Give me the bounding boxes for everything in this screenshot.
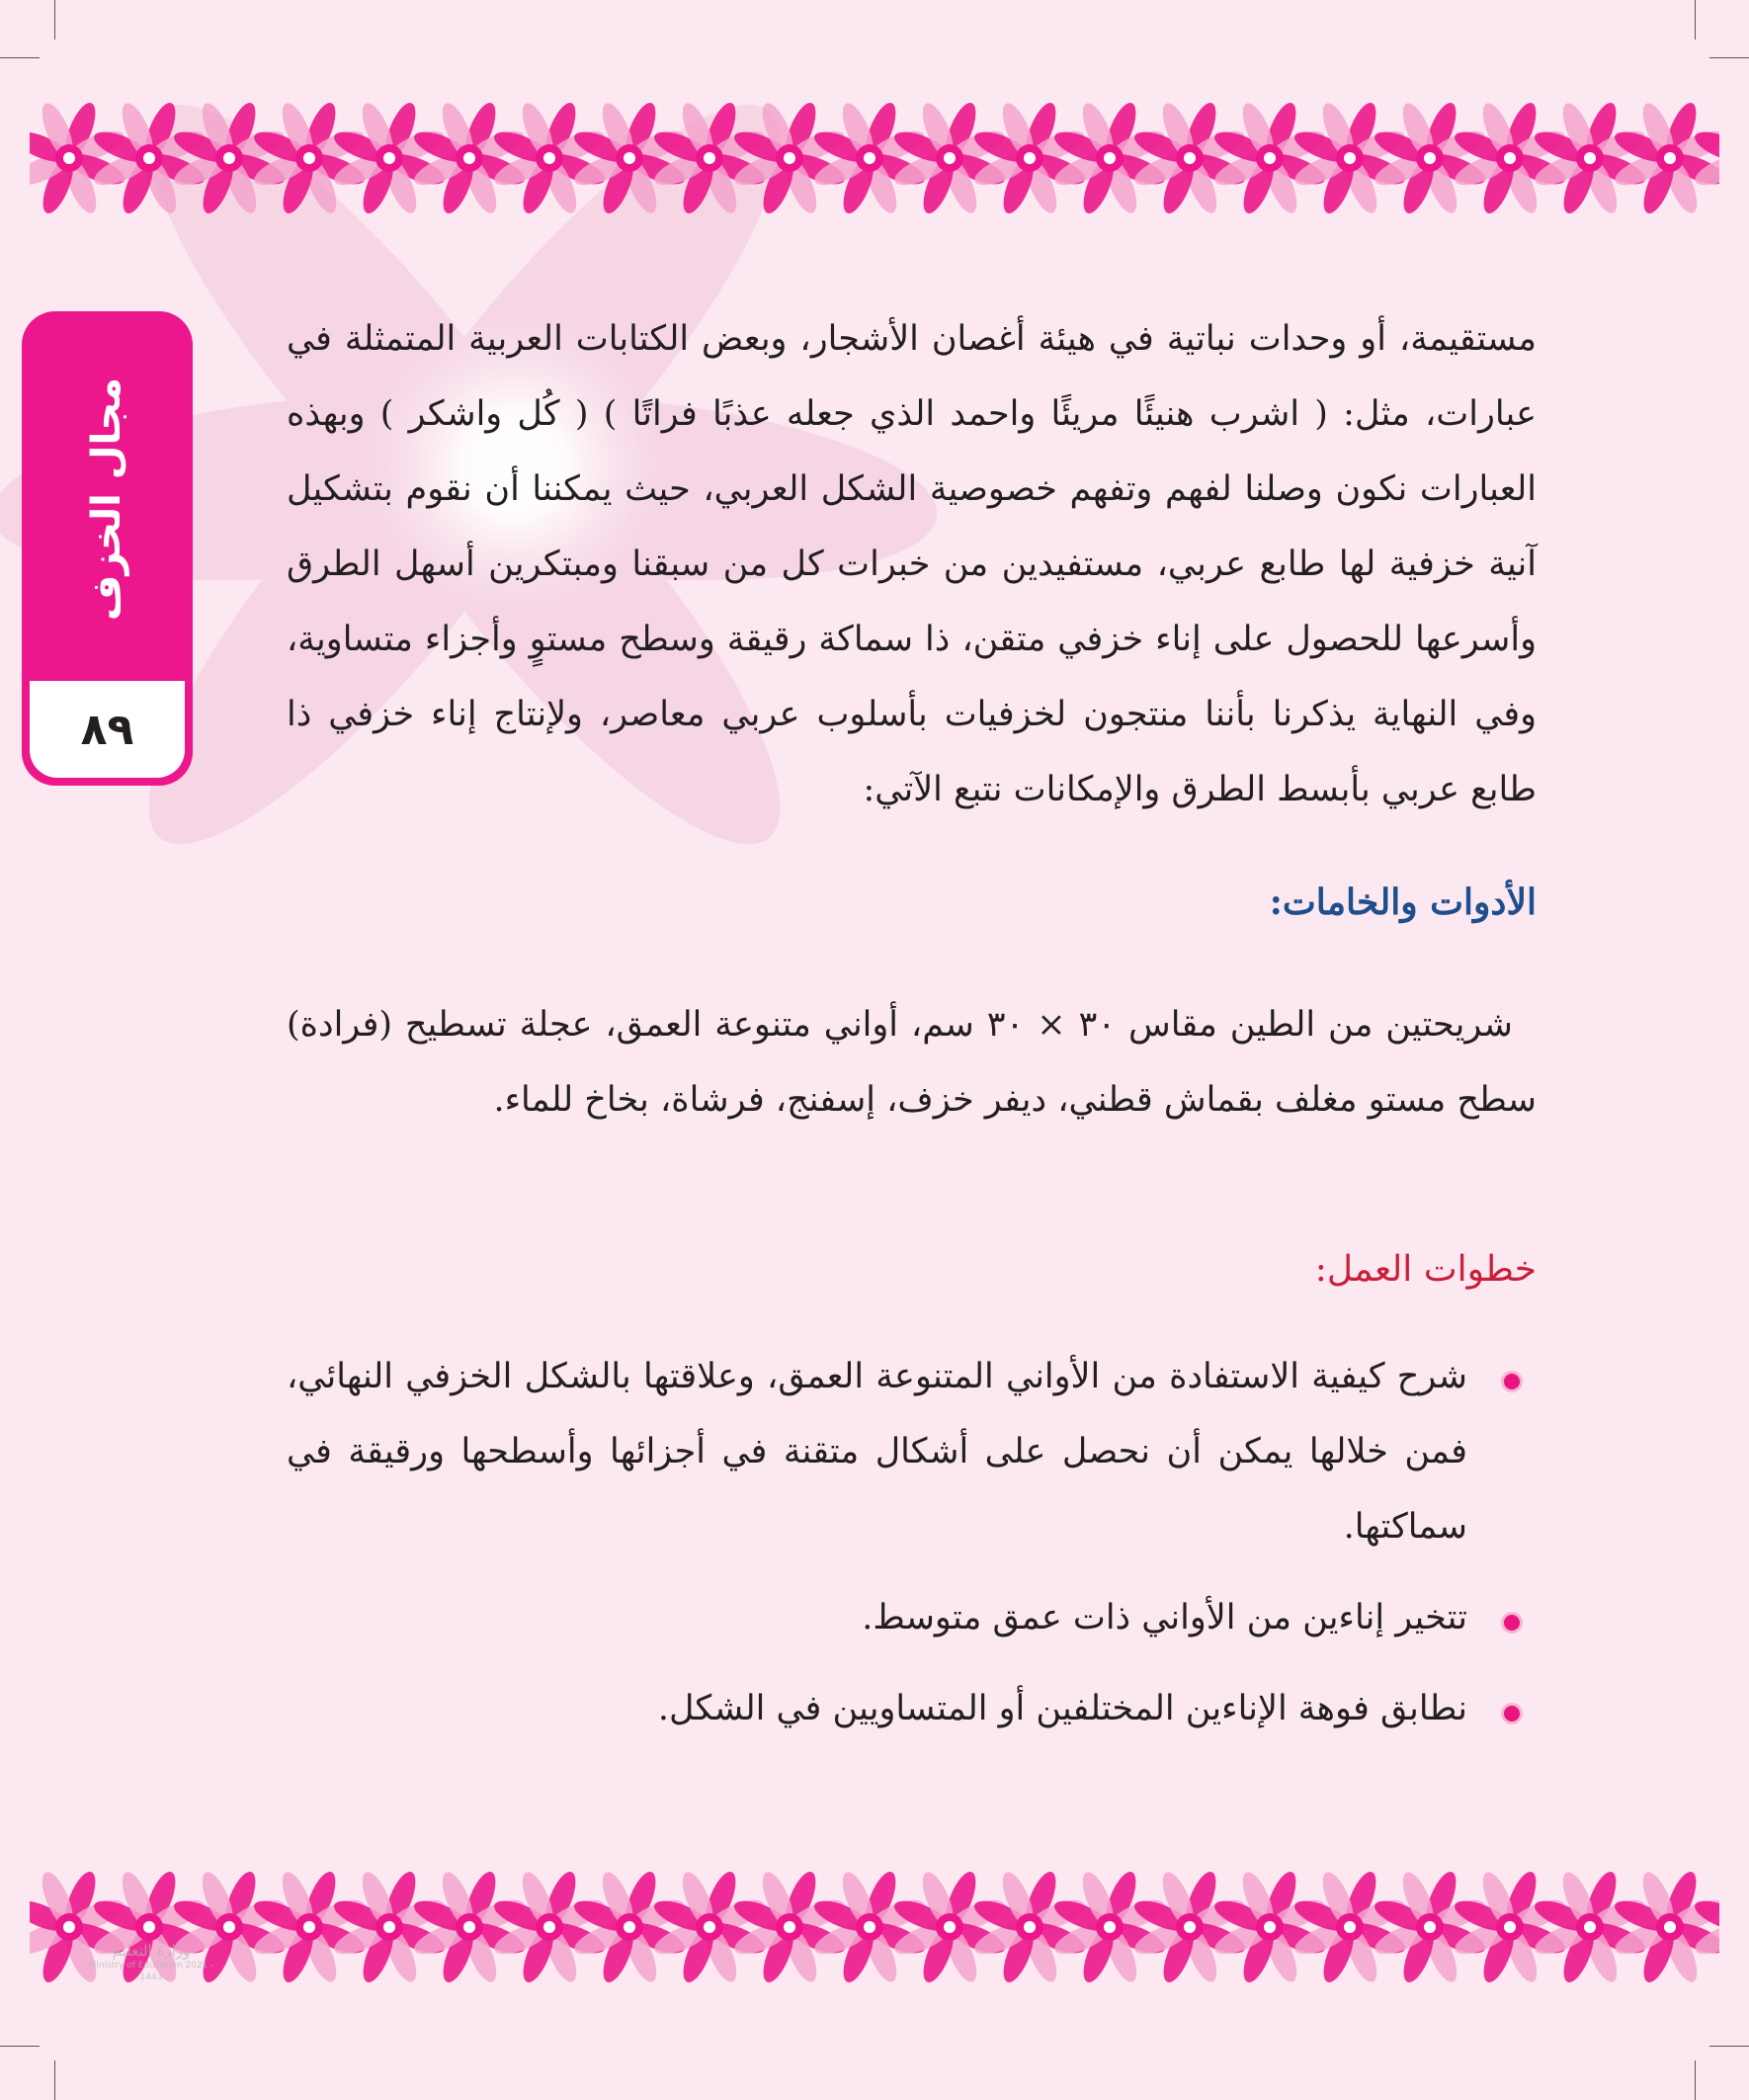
flower-icon [330, 99, 449, 217]
flower-icon [650, 1868, 769, 1986]
crop-mark [0, 2046, 40, 2047]
chapter-title-box [22, 331, 193, 667]
flower-icon [890, 99, 1009, 217]
flower-icon [1531, 99, 1649, 217]
flower-icon [650, 99, 769, 217]
crop-mark [1709, 2046, 1749, 2047]
step-text: نطابق فوهة الإناءين المختلفين أو المتساويين في الشكل. [657, 1689, 1467, 1728]
flower-icon [1451, 1868, 1569, 1986]
flower-icon [970, 1868, 1089, 1986]
flower-icon [250, 99, 369, 217]
flower-icon [570, 99, 689, 217]
flower-border-top [30, 94, 1719, 222]
main-content [287, 301, 1537, 1762]
flower-icon [1050, 99, 1169, 217]
steps-heading: خطوات العمل: [1314, 1249, 1537, 1290]
list-item [287, 1580, 1537, 1655]
flower-icon [730, 99, 849, 217]
crop-mark [1709, 57, 1749, 58]
step-text: شرح كيفية الاستفادة من الأواني المتنوعة العمق، وعلاقتها بالشكل الخزفي النهائي، فمن خلالها يمكن أن نحصل على أشكال متقنة في أجزائها وأسطحها ورقيقة في سماكتها. [287, 1357, 1467, 1547]
flower-icon [490, 99, 609, 217]
tools-heading: الأدوات والخامات: [1269, 882, 1537, 923]
chapter-side-tab [22, 311, 193, 786]
crop-mark [1695, 0, 1696, 40]
crop-mark [0, 57, 40, 58]
watermark-text: وزارة التعليم [112, 1942, 191, 1960]
flower-icon [1130, 99, 1249, 217]
flower-icon [250, 1868, 369, 1986]
bullet-dot-icon [1501, 1703, 1523, 1724]
flower-icon [1210, 99, 1329, 217]
bullet-dot-icon [1501, 1612, 1523, 1634]
steps-list [287, 1339, 1537, 1746]
crop-mark [1695, 2060, 1696, 2100]
list-item [287, 1339, 1537, 1564]
flower-icon [170, 99, 289, 217]
flower-icon [410, 1868, 529, 1986]
flower-icon [1371, 99, 1489, 217]
flower-icon [1451, 99, 1569, 217]
intro-paragraph: مستقيمة، أو وحدات نباتية في هيئة أغصان الأشجار، وبعض الكتابات العربية المتمثلة في عبارات، مثل: ( اشرب هنيئًا مريئًا واحمد الذي جعله عذبًا فراتًا ) ( كُل واشكر ) وبهذه العبارات نكون وصلنا لفهم وتفهم خصوصية الشكل العربي، حيث يمكننا أن نقوم بتشكيل آنية خزفية لها طابع عربي، مستفيدين من خبرات كل من سبقنا ومبتكرين أسهل الطرق وأسرعها للحصول على إناء خزفي متقن، ذا سماكة رقيقة وسطح مستوٍ وأجزاء متساوية، وفي النهاية يذكرنا بأننا منتجون لخزفيات بأسلوب عربي معاصر، ولإنتاج إناء خزفي ذا طابع عربي بأبسط الطرق والإمكانات نتبع الآتي: [287, 319, 1537, 809]
flower-border-bottom [30, 1863, 1719, 1991]
flower-icon [410, 99, 529, 217]
flower-icon [890, 1868, 1009, 1986]
flower-icon [970, 99, 1089, 217]
flower-icon [810, 99, 929, 217]
flower-icon [1611, 1868, 1719, 1986]
flower-icon [1050, 1868, 1169, 1986]
flower-icon [1611, 99, 1719, 217]
flower-icon [1291, 1868, 1409, 1986]
ministry-watermark [77, 1942, 225, 1983]
flower-icon [1210, 1868, 1329, 1986]
crop-mark [54, 2060, 55, 2100]
flower-icon [1531, 1868, 1649, 1986]
list-item [287, 1671, 1537, 1746]
flower-icon [30, 99, 128, 217]
flower-icon [810, 1868, 929, 1986]
step-text: تتخير إناءين من الأواني ذات عمق متوسط. [862, 1598, 1467, 1638]
flower-icon [90, 99, 208, 217]
flower-icon [730, 1868, 849, 1986]
tools-paragraph: شريحتين من الطين مقاس ٣٠ × ٣٠ سم، أواني متنوعة العمق، عجلة تسطيح (فرادة) سطح مستو مغلف بقماش قطني، ديفر خزف، إسفنج، فرشاة، بخاخ للماء. [287, 1005, 1537, 1120]
chapter-title: مجال الخزف [84, 377, 130, 622]
flower-icon [1371, 1868, 1489, 1986]
flower-icon [330, 1868, 449, 1986]
flower-icon [570, 1868, 689, 1986]
watermark-subtext: Ministry of Education 2021 - 1443 [88, 1961, 214, 1982]
flower-icon [1291, 99, 1409, 217]
flower-icon [1130, 1868, 1249, 1986]
crop-mark [54, 0, 55, 40]
bullet-dot-icon [1501, 1371, 1523, 1392]
page-number: ٨٩ [30, 681, 185, 778]
flower-icon [490, 1868, 609, 1986]
